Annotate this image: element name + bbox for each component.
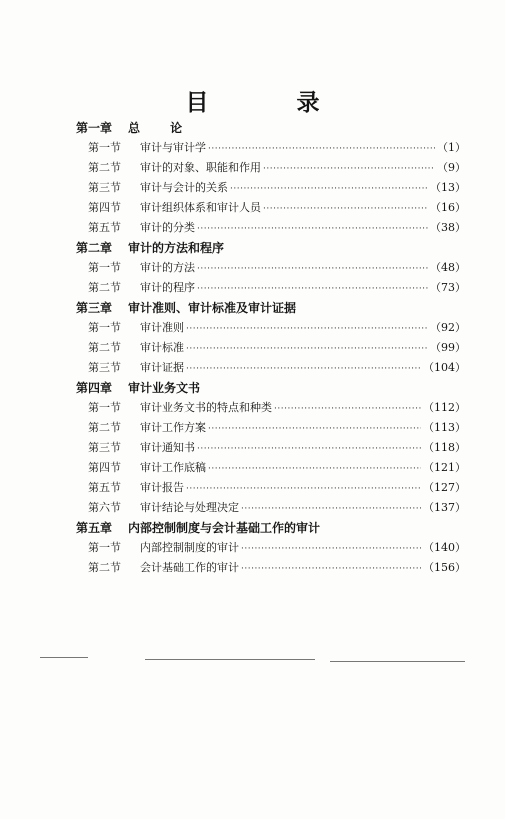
chapter-heading (76, 118, 466, 138)
dot-leader (208, 139, 435, 159)
section-number: 第四节 (88, 201, 121, 214)
toc-entry[interactable] (76, 398, 466, 418)
toc-entry[interactable] (76, 458, 466, 478)
page-number: （127） (423, 481, 466, 494)
section-number: 第一节 (88, 401, 121, 414)
page-number: （38） (430, 221, 466, 234)
section-number: 第三节 (88, 181, 121, 194)
dot-leader (274, 399, 421, 419)
dot-leader (208, 459, 421, 479)
page-number: （16） (430, 201, 466, 214)
section-number: 第六节 (88, 501, 121, 514)
dot-leader (197, 279, 428, 299)
section-title: 审计与会计的关系 (140, 181, 228, 194)
toc-entry[interactable] (76, 538, 466, 558)
toc-entry[interactable] (76, 198, 466, 218)
toc-entry[interactable] (76, 338, 466, 358)
toc-entry[interactable] (76, 418, 466, 438)
dot-leader (263, 199, 428, 219)
chapter-title: 审计的方法和程序 (128, 241, 225, 255)
section-title: 审计工作方案 (140, 421, 206, 434)
toc-entry[interactable] (76, 278, 466, 298)
chapter-number: 第二章 (76, 241, 113, 255)
toc-entry[interactable] (76, 258, 466, 278)
scan-line (330, 661, 465, 662)
toc-entry[interactable] (76, 358, 466, 378)
scan-line (40, 657, 88, 658)
page-number: （118） (423, 441, 466, 454)
section-title: 审计组织体系和审计人员 (140, 201, 261, 214)
toc-entry[interactable] (76, 218, 466, 238)
section-title: 审计证据 (140, 361, 184, 374)
chapter-number: 第三章 (76, 301, 113, 315)
section-number: 第五节 (88, 221, 121, 234)
dot-leader (186, 479, 421, 499)
chapter-heading (76, 378, 466, 398)
dot-leader (230, 179, 428, 199)
section-title: 审计报告 (140, 481, 184, 494)
chapter-heading (76, 518, 466, 538)
toc-entry[interactable] (76, 438, 466, 458)
section-number: 第二节 (88, 341, 121, 354)
section-title: 审计结论与处理决定 (140, 501, 239, 514)
section-title: 审计工作底稿 (140, 461, 206, 474)
section-title: 审计通知书 (140, 441, 195, 454)
section-number: 第三节 (88, 441, 121, 454)
toc-entry[interactable] (76, 558, 466, 578)
section-title: 审计业务文书的特点和种类 (140, 401, 272, 414)
section-number: 第二节 (88, 561, 121, 574)
toc-entry[interactable] (76, 478, 466, 498)
section-title: 审计准则 (140, 321, 184, 334)
section-number: 第一节 (88, 261, 121, 274)
section-title: 会计基础工作的审计 (140, 561, 239, 574)
section-number: 第二节 (88, 421, 121, 434)
chapter-title: 总 论 (128, 121, 196, 135)
toc-entry[interactable] (76, 138, 466, 158)
dot-leader (186, 319, 428, 339)
page-number: （99） (430, 341, 466, 354)
scan-line (145, 659, 315, 660)
page-number: （121） (423, 461, 466, 474)
page-number: （140） (423, 541, 466, 554)
dot-leader (186, 359, 421, 379)
dot-leader (197, 259, 428, 279)
section-title: 审计的程序 (140, 281, 195, 294)
page-title: 目 录 (185, 90, 360, 116)
dot-leader (197, 439, 421, 459)
page-number: （13） (430, 181, 466, 194)
section-number: 第二节 (88, 281, 121, 294)
section-title: 审计的对象、职能和作用 (140, 161, 261, 174)
toc-entry[interactable] (76, 498, 466, 518)
section-title: 审计的方法 (140, 261, 195, 274)
chapter-number: 第一章 (76, 121, 113, 135)
page-number: （104） (423, 361, 466, 374)
chapter-heading (76, 238, 466, 258)
page-number: （156） (423, 561, 466, 574)
table-of-contents (76, 118, 466, 578)
dot-leader (241, 539, 421, 559)
section-number: 第一节 (88, 141, 121, 154)
dot-leader (186, 339, 428, 359)
dot-leader (263, 159, 435, 179)
page-number: （1） (437, 141, 466, 154)
chapter-title: 内部控制制度与会计基础工作的审计 (128, 521, 321, 535)
section-title: 内部控制制度的审计 (140, 541, 239, 554)
toc-entry[interactable] (76, 158, 466, 178)
page-number: （137） (423, 501, 466, 514)
section-number: 第一节 (88, 321, 121, 334)
section-number: 第五节 (88, 481, 121, 494)
dot-leader (241, 499, 421, 519)
page-number: （113） (423, 421, 466, 434)
section-number: 第三节 (88, 361, 121, 374)
section-title: 审计的分类 (140, 221, 195, 234)
page-number: （9） (437, 161, 466, 174)
dot-leader (197, 219, 428, 239)
chapter-heading (76, 298, 466, 318)
dot-leader (208, 419, 421, 439)
section-title: 审计标准 (140, 341, 184, 354)
section-number: 第四节 (88, 461, 121, 474)
chapter-title: 审计业务文书 (128, 381, 201, 395)
chapter-number: 第四章 (76, 381, 113, 395)
chapter-title: 审计准则、审计标准及审计证据 (128, 301, 297, 315)
page-number: （73） (430, 281, 466, 294)
toc-entry[interactable] (76, 178, 466, 198)
toc-entry[interactable] (76, 318, 466, 338)
chapter-number: 第五章 (76, 521, 113, 535)
section-number: 第二节 (88, 161, 121, 174)
page-number: （92） (430, 321, 466, 334)
page-number: （112） (423, 401, 466, 414)
section-title: 审计与审计学 (140, 141, 206, 154)
dot-leader (241, 559, 421, 579)
section-number: 第一节 (88, 541, 121, 554)
page-number: （48） (430, 261, 466, 274)
